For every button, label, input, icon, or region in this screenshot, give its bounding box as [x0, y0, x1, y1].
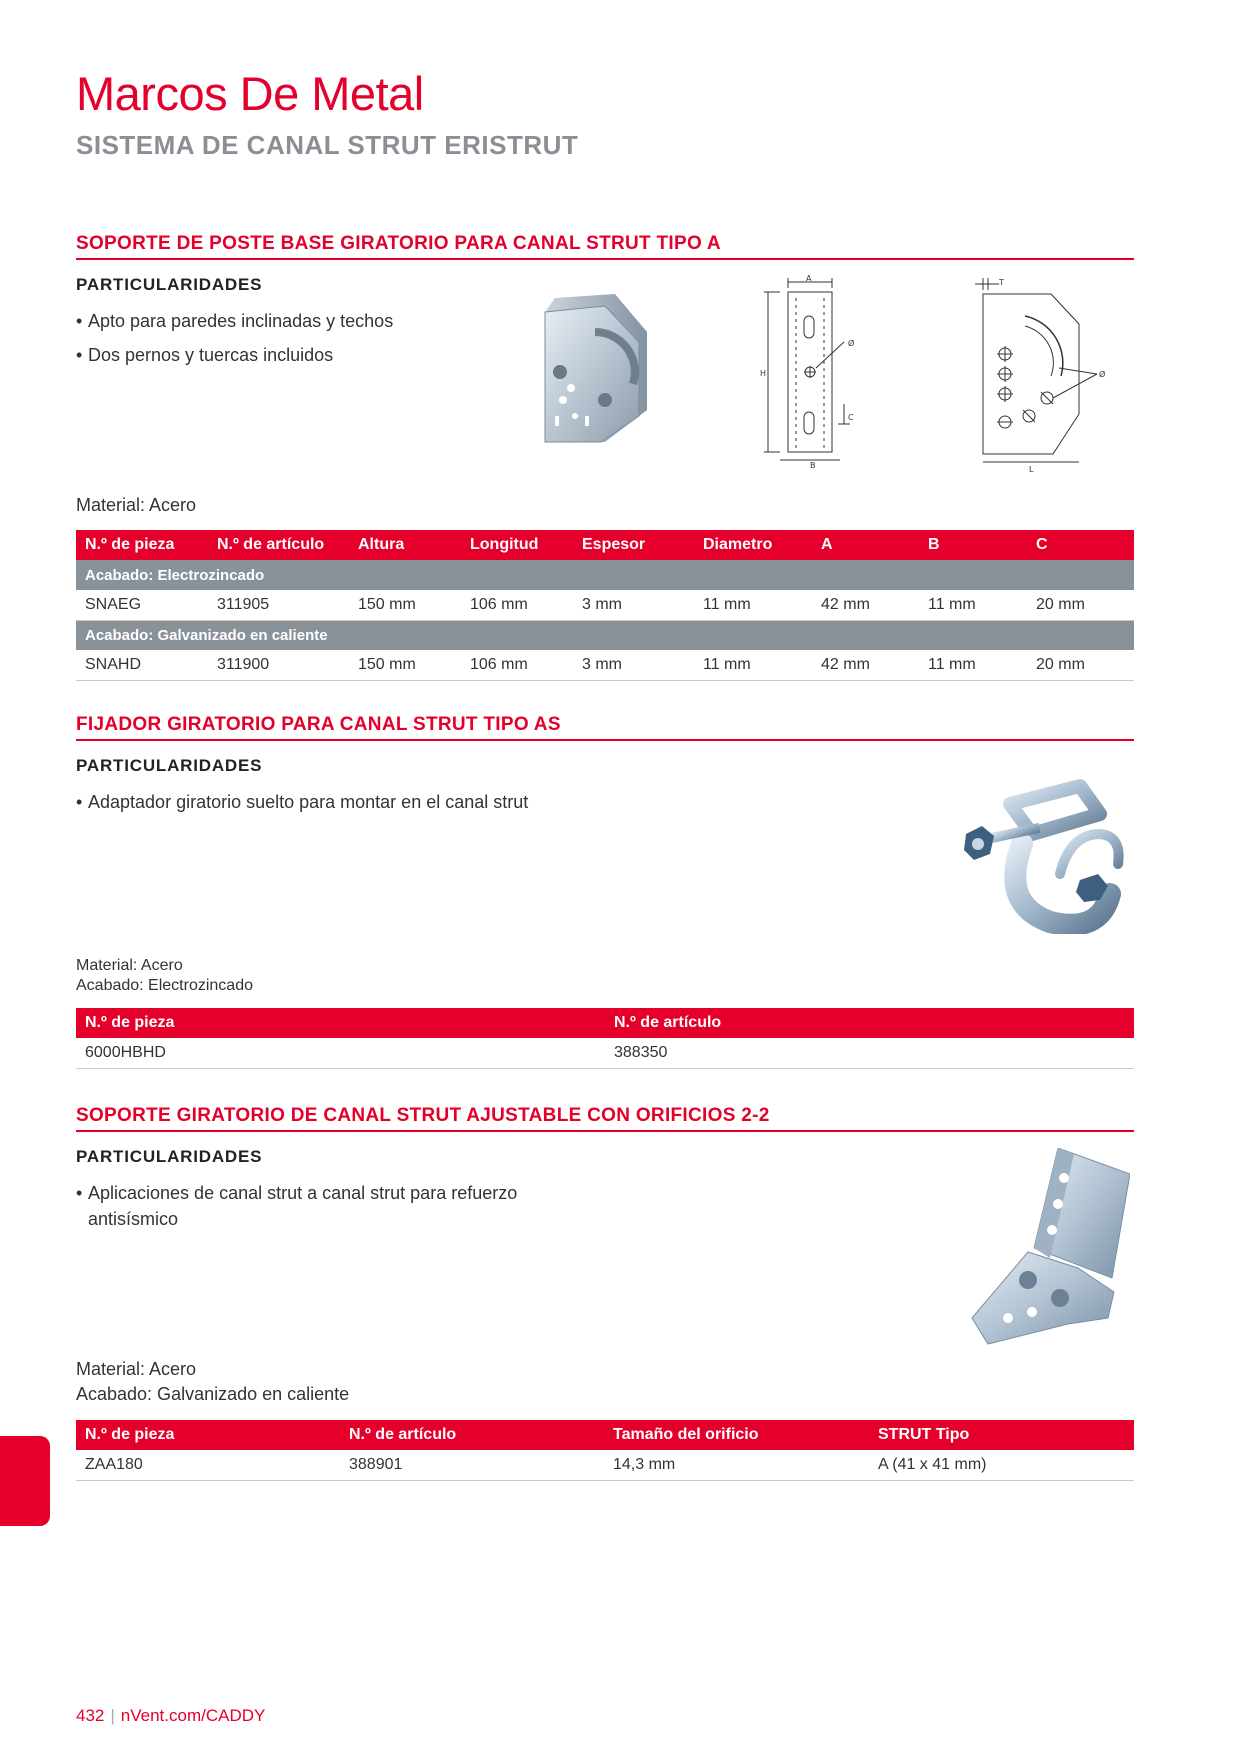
- table-cell: 42 mm: [812, 590, 919, 620]
- footer-link[interactable]: nVent.com/CADDY: [120, 1706, 266, 1725]
- table-cell: 11 mm: [694, 590, 812, 620]
- spec-table-base-post-support: [76, 530, 1134, 681]
- table-cell: SNAHD: [76, 650, 208, 680]
- table-group-row: [76, 620, 1134, 650]
- col-header: N.º de artículo: [605, 1008, 1134, 1038]
- table-cell: 42 mm: [812, 650, 919, 680]
- side-tab-marker: [0, 1436, 50, 1526]
- col-header: N.º de artículo: [340, 1420, 604, 1450]
- dim-label-diameter-side: Ø: [1099, 370, 1106, 379]
- dim-label-diameter: Ø: [848, 339, 855, 348]
- material-text: Material: Acero: [76, 1359, 197, 1379]
- table-group-row: [76, 560, 1134, 590]
- page-title: Marcos De Metal: [76, 67, 424, 120]
- table-cell: 106 mm: [461, 650, 573, 680]
- material-text: Material: Acero: [76, 495, 197, 515]
- dim-label-h: H: [760, 369, 767, 378]
- col-header: N.º de pieza: [76, 1008, 605, 1038]
- material-text: Material: Acero: [76, 957, 183, 974]
- feature-list: [76, 1180, 556, 1232]
- table-cell: 106 mm: [461, 590, 573, 620]
- table-cell: 11 mm: [919, 650, 1027, 680]
- product-photo-swivel-fixer: [960, 774, 1130, 934]
- table-row: [76, 1038, 1134, 1068]
- col-header: Espesor: [573, 530, 694, 560]
- table-header-row: [76, 1420, 1134, 1450]
- finish-text: Acabado: Electrozincado: [76, 977, 253, 994]
- features-heading: PARTICULARIDADES: [76, 1147, 263, 1166]
- features-heading: PARTICULARIDADES: [76, 756, 263, 775]
- table-cell: 150 mm: [349, 590, 461, 620]
- page-number: 432: [76, 1706, 105, 1725]
- col-header: N.º de artículo: [208, 530, 349, 560]
- feature-item: • Apto para paredes inclinadas y techos: [76, 308, 1134, 334]
- dim-label-b: B: [810, 461, 816, 470]
- table-cell: 11 mm: [919, 590, 1027, 620]
- dim-label-a: A: [806, 274, 812, 283]
- col-header: N.º de pieza: [76, 1420, 340, 1450]
- dim-label-c: C: [848, 413, 854, 422]
- technical-drawing-front: [760, 274, 880, 470]
- table-cell: 20 mm: [1027, 590, 1134, 620]
- table-row: [76, 590, 1134, 620]
- section-title: SOPORTE GIRATORIO DE CANAL STRUT AJUSTABLE CON ORIFICIOS 2-2: [76, 1105, 1134, 1132]
- table-cell: 3 mm: [573, 590, 694, 620]
- feature-item: • Aplicaciones de canal strut a canal strut para refuerzo antisísmico: [76, 1180, 556, 1232]
- col-header: Longitud: [461, 530, 573, 560]
- page-footer: [76, 1706, 265, 1726]
- table-cell: 388350: [605, 1038, 1134, 1068]
- group-label: Acabado: Electrozincado: [76, 560, 1134, 590]
- col-header: STRUT Tipo: [869, 1420, 1134, 1450]
- table-cell: 388901: [340, 1450, 604, 1480]
- bracket-illustration: [535, 292, 665, 444]
- col-header: Tamaño del orificio: [604, 1420, 869, 1450]
- col-header: Diametro: [694, 530, 812, 560]
- finish-text: Acabado: Galvanizado en caliente: [76, 1384, 350, 1404]
- footer-separator: |: [110, 1706, 115, 1725]
- product-photo-adjustable-support: [968, 1148, 1130, 1348]
- technical-drawing-side: [975, 276, 1125, 472]
- table-cell: 20 mm: [1027, 650, 1134, 680]
- table-cell: SNAEG: [76, 590, 208, 620]
- table-cell: 150 mm: [349, 650, 461, 680]
- table-header-row: [76, 530, 1134, 560]
- features-heading: PARTICULARIDADES: [76, 275, 263, 294]
- page-subtitle: SISTEMA DE CANAL STRUT ERISTRUT: [76, 130, 579, 160]
- table-cell: 311905: [208, 590, 349, 620]
- table-cell: 6000HBHD: [76, 1038, 605, 1068]
- col-header: Altura: [349, 530, 461, 560]
- spec-table-adjustable-support: [76, 1420, 1134, 1481]
- product-photo-base-post-support: [535, 292, 665, 444]
- feature-item: • Dos pernos y tuercas incluidos: [76, 342, 1134, 368]
- group-label: Acabado: Galvanizado en caliente: [76, 620, 1134, 650]
- u-bolt-illustration: [960, 774, 1130, 934]
- col-header: B: [919, 530, 1027, 560]
- section-title: SOPORTE DE POSTE BASE GIRATORIO PARA CANAL STRUT TIPO A: [76, 233, 1134, 260]
- table-row: [76, 1450, 1134, 1480]
- table-header-row: [76, 1008, 1134, 1038]
- dim-label-t: T: [999, 278, 1004, 287]
- table-cell: 3 mm: [573, 650, 694, 680]
- table-cell: 11 mm: [694, 650, 812, 680]
- section-title: FIJADOR GIRATORIO PARA CANAL STRUT TIPO AS: [76, 714, 1134, 741]
- table-row: [76, 650, 1134, 680]
- table-cell: 311900: [208, 650, 349, 680]
- table-cell: ZAA180: [76, 1450, 340, 1480]
- feature-item: • Adaptador giratorio suelto para montar en el canal strut: [76, 789, 1134, 815]
- table-cell: A (41 x 41 mm): [869, 1450, 1134, 1480]
- table-cell: 14,3 mm: [604, 1450, 869, 1480]
- adjustable-bracket-illustration: [968, 1148, 1130, 1348]
- dim-label-l: L: [1029, 465, 1034, 472]
- dimension-drawing: [760, 274, 880, 470]
- col-header: C: [1027, 530, 1134, 560]
- spec-table-swivel-fixer: [76, 1008, 1134, 1069]
- col-header: A: [812, 530, 919, 560]
- side-dimension-drawing: [975, 276, 1125, 472]
- col-header: N.º de pieza: [76, 530, 208, 560]
